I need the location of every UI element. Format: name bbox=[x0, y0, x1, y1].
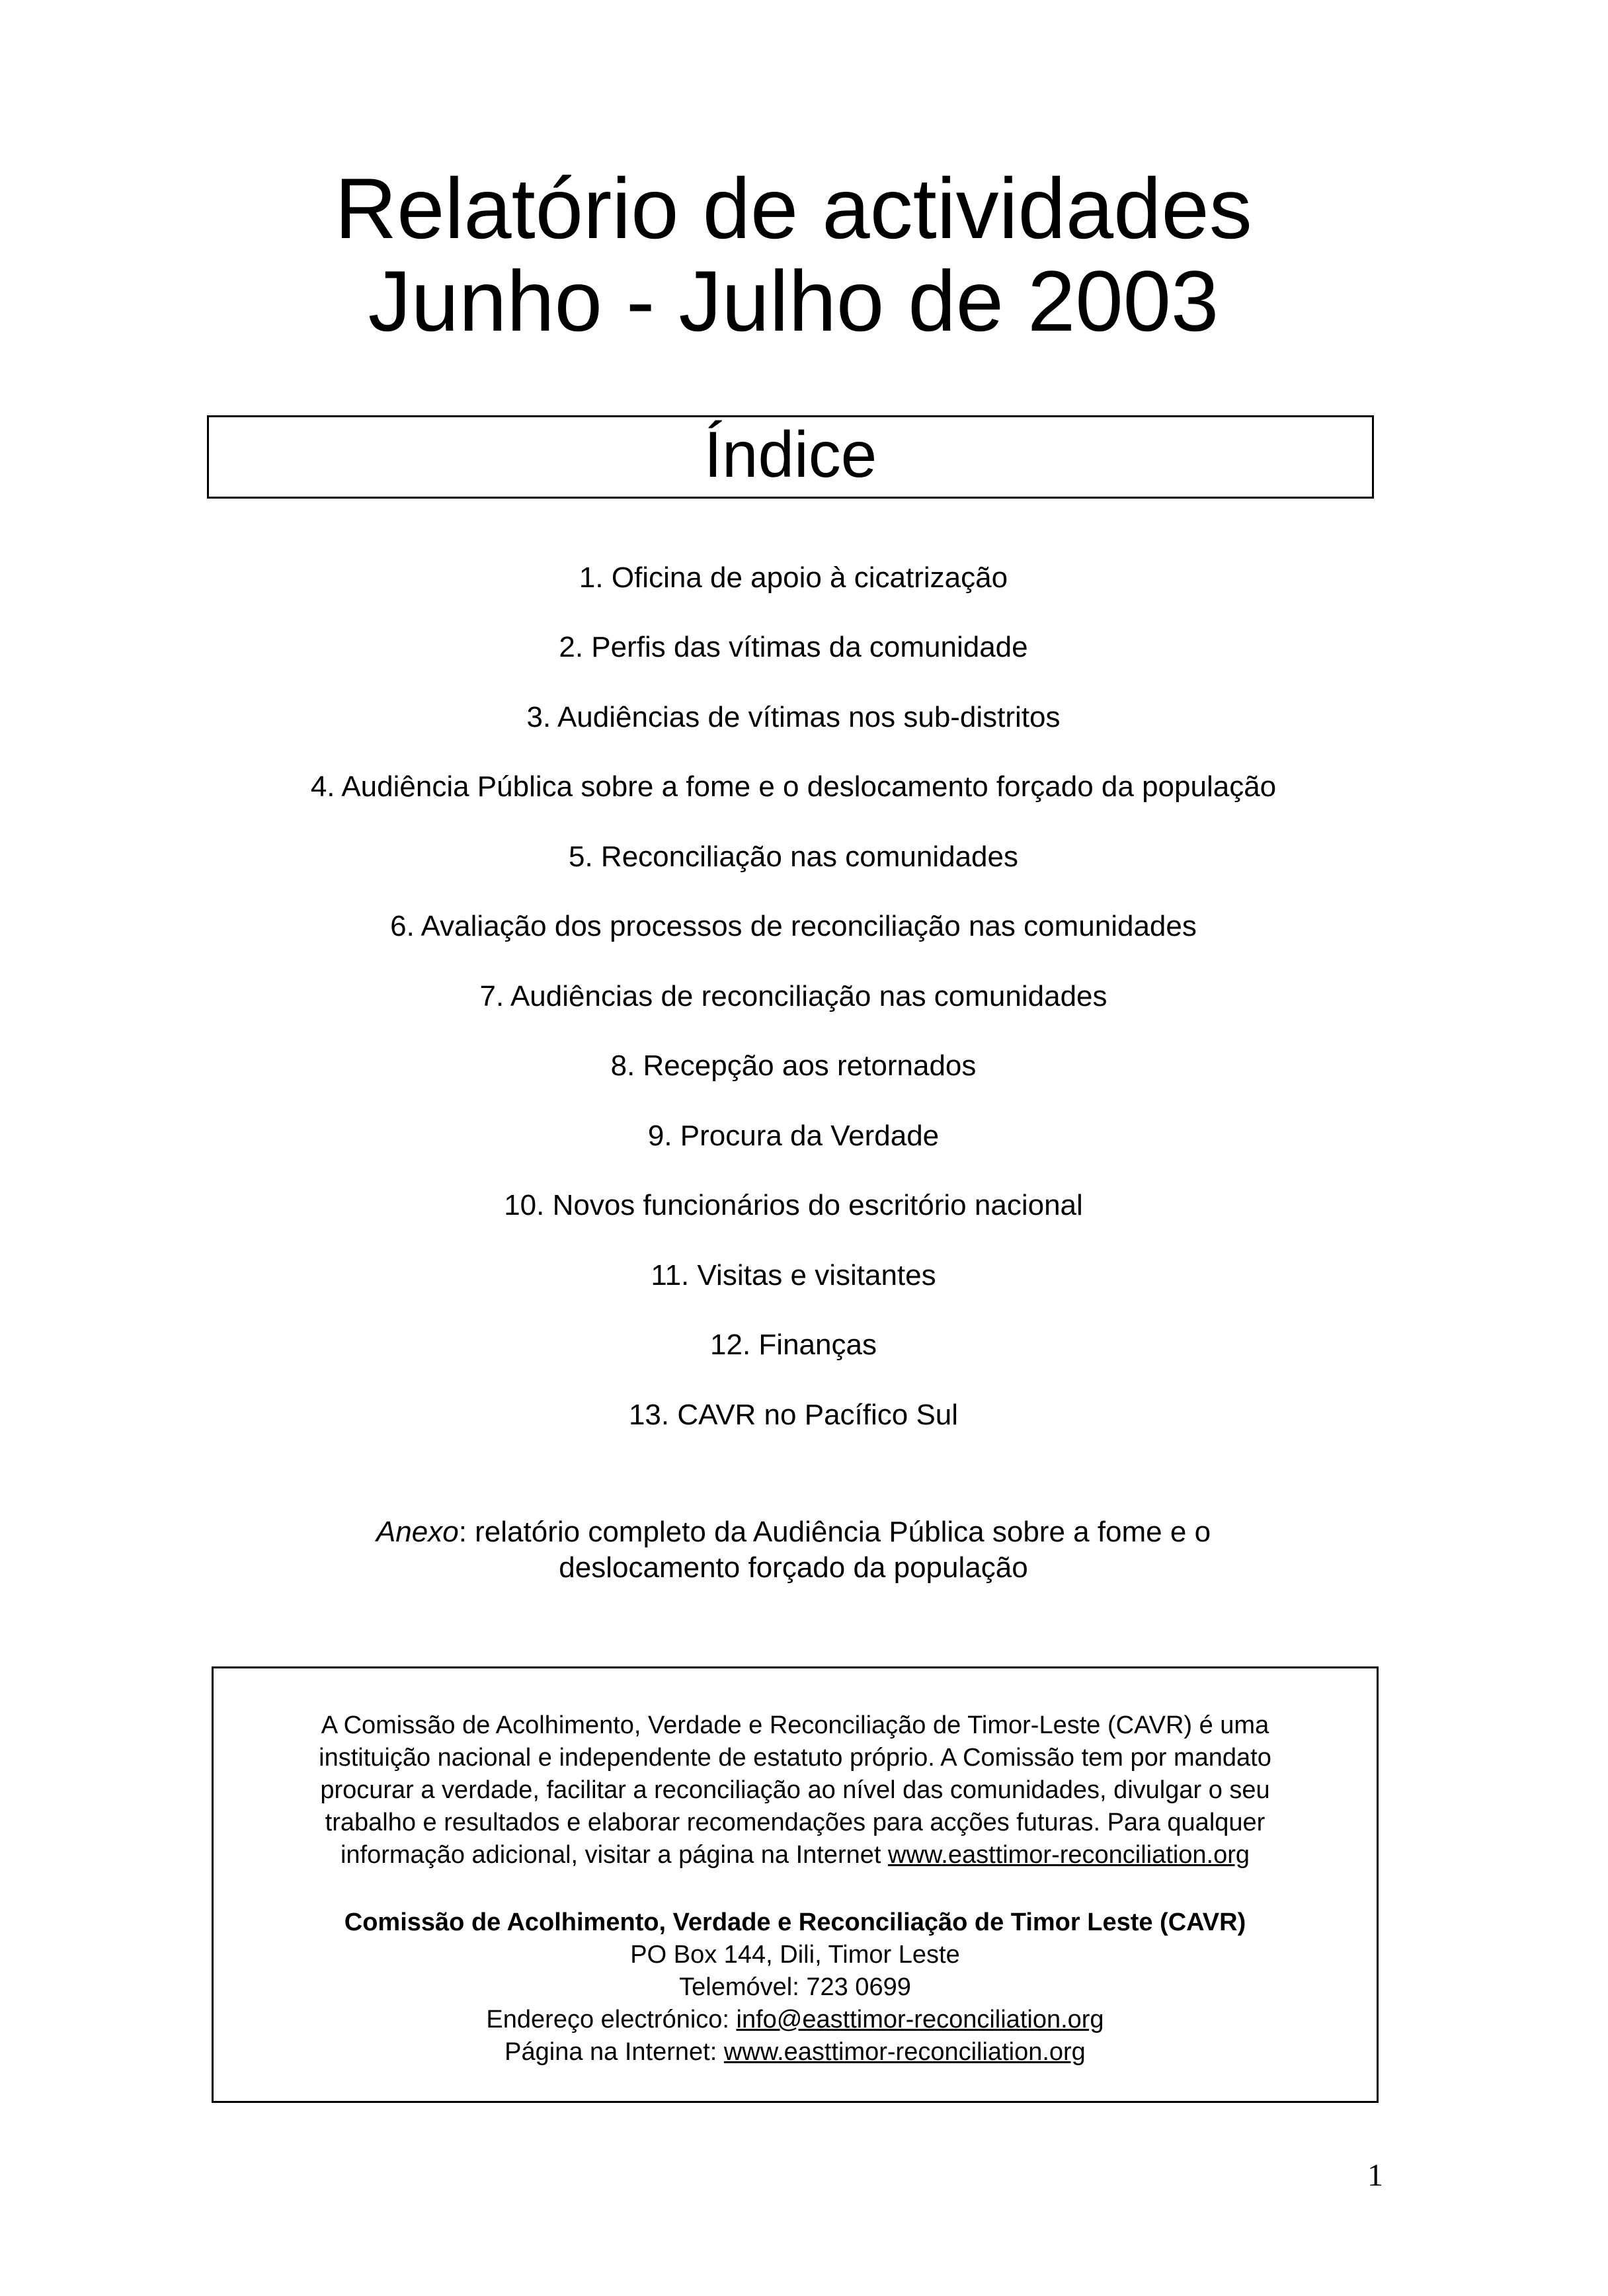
page-number: 1 bbox=[1367, 2158, 1383, 2193]
web-line bbox=[214, 2036, 1377, 2069]
contact-block bbox=[214, 1906, 1377, 2069]
cavr-info-box bbox=[212, 1666, 1379, 2103]
annex-text: : relatório completo da Audiência Pública sobre a fome e o bbox=[458, 1516, 1211, 1548]
description-line: A Comissão de Acolhimento, Verdade e Reconciliação de Timor-Leste (CAVR) é uma bbox=[321, 1711, 1269, 1739]
web-link[interactable]: www.easttimor-reconciliation.org bbox=[723, 2038, 1086, 2066]
annex-line-1 bbox=[0, 1514, 1587, 1550]
toc-item-11: 11. Visitas e visitantes bbox=[651, 1259, 936, 1292]
website-link[interactable]: www.easttimor-reconciliation.org bbox=[888, 1841, 1250, 1869]
web-label: Página na Internet: bbox=[504, 2038, 724, 2066]
toc-item-4: 4. Audiência Pública sobre a fome e o deslocamento forçado da população bbox=[310, 770, 1277, 803]
toc-item-10: 10. Novos funcionários do escritório nacional bbox=[504, 1189, 1083, 1221]
index-heading-box bbox=[207, 415, 1374, 499]
email-label: Endereço electrónico: bbox=[486, 2006, 737, 2033]
toc-item-3: 3. Audiências de vítimas nos sub-distritos bbox=[526, 701, 1061, 733]
annex-line-2: deslocamento forçado da população bbox=[559, 1551, 1028, 1584]
cavr-description bbox=[260, 1709, 1330, 1871]
email-link[interactable]: info@easttimor-reconciliation.org bbox=[736, 2006, 1104, 2033]
description-line bbox=[260, 1839, 1330, 1871]
toc-item-2: 2. Perfis das vítimas da comunidade bbox=[559, 631, 1028, 663]
phone-number: Telemóvel: 723 0699 bbox=[679, 1973, 911, 2001]
description-line: instituição nacional e independente de estatuto próprio. A Comissão tem por mandato bbox=[319, 1744, 1271, 1772]
description-text: informação adicional, visitar a página na Internet bbox=[340, 1841, 889, 1869]
index-heading: Índice bbox=[704, 418, 877, 491]
toc-item-7: 7. Audiências de reconciliação nas comunidades bbox=[479, 980, 1107, 1012]
report-period: Junho - Julho de 2003 bbox=[368, 253, 1219, 349]
toc-item-6: 6. Avaliação dos processos de reconciliação nas comunidades bbox=[390, 910, 1197, 942]
organization-name: Comissão de Acolhimento, Verdade e Reconciliação de Timor Leste (CAVR) bbox=[344, 1908, 1246, 1936]
annex-note bbox=[0, 1514, 1587, 1586]
report-title: Relatório de actividades bbox=[335, 160, 1252, 257]
toc-item-13: 13. CAVR no Pacífico Sul bbox=[628, 1399, 959, 1431]
postal-address: PO Box 144, Dili, Timor Leste bbox=[630, 1941, 960, 1969]
toc-item-1: 1. Oficina de apoio à cicatrização bbox=[579, 561, 1008, 594]
toc-item-8: 8. Recepção aos retornados bbox=[610, 1049, 977, 1082]
toc-item-9: 9. Procura da Verdade bbox=[647, 1120, 940, 1152]
toc-item-12: 12. Finanças bbox=[710, 1329, 877, 1361]
email-line bbox=[214, 2004, 1377, 2036]
toc-item-5: 5. Reconciliação nas comunidades bbox=[569, 840, 1018, 873]
description-line: procurar a verdade, facilitar a reconciliação ao nível das comunidades, divulgar o seu bbox=[320, 1776, 1270, 1804]
annex-label: Anexo bbox=[376, 1516, 459, 1548]
description-line: trabalho e resultados e elaborar recomendações para acções futuras. Para qualquer bbox=[325, 1809, 1266, 1836]
